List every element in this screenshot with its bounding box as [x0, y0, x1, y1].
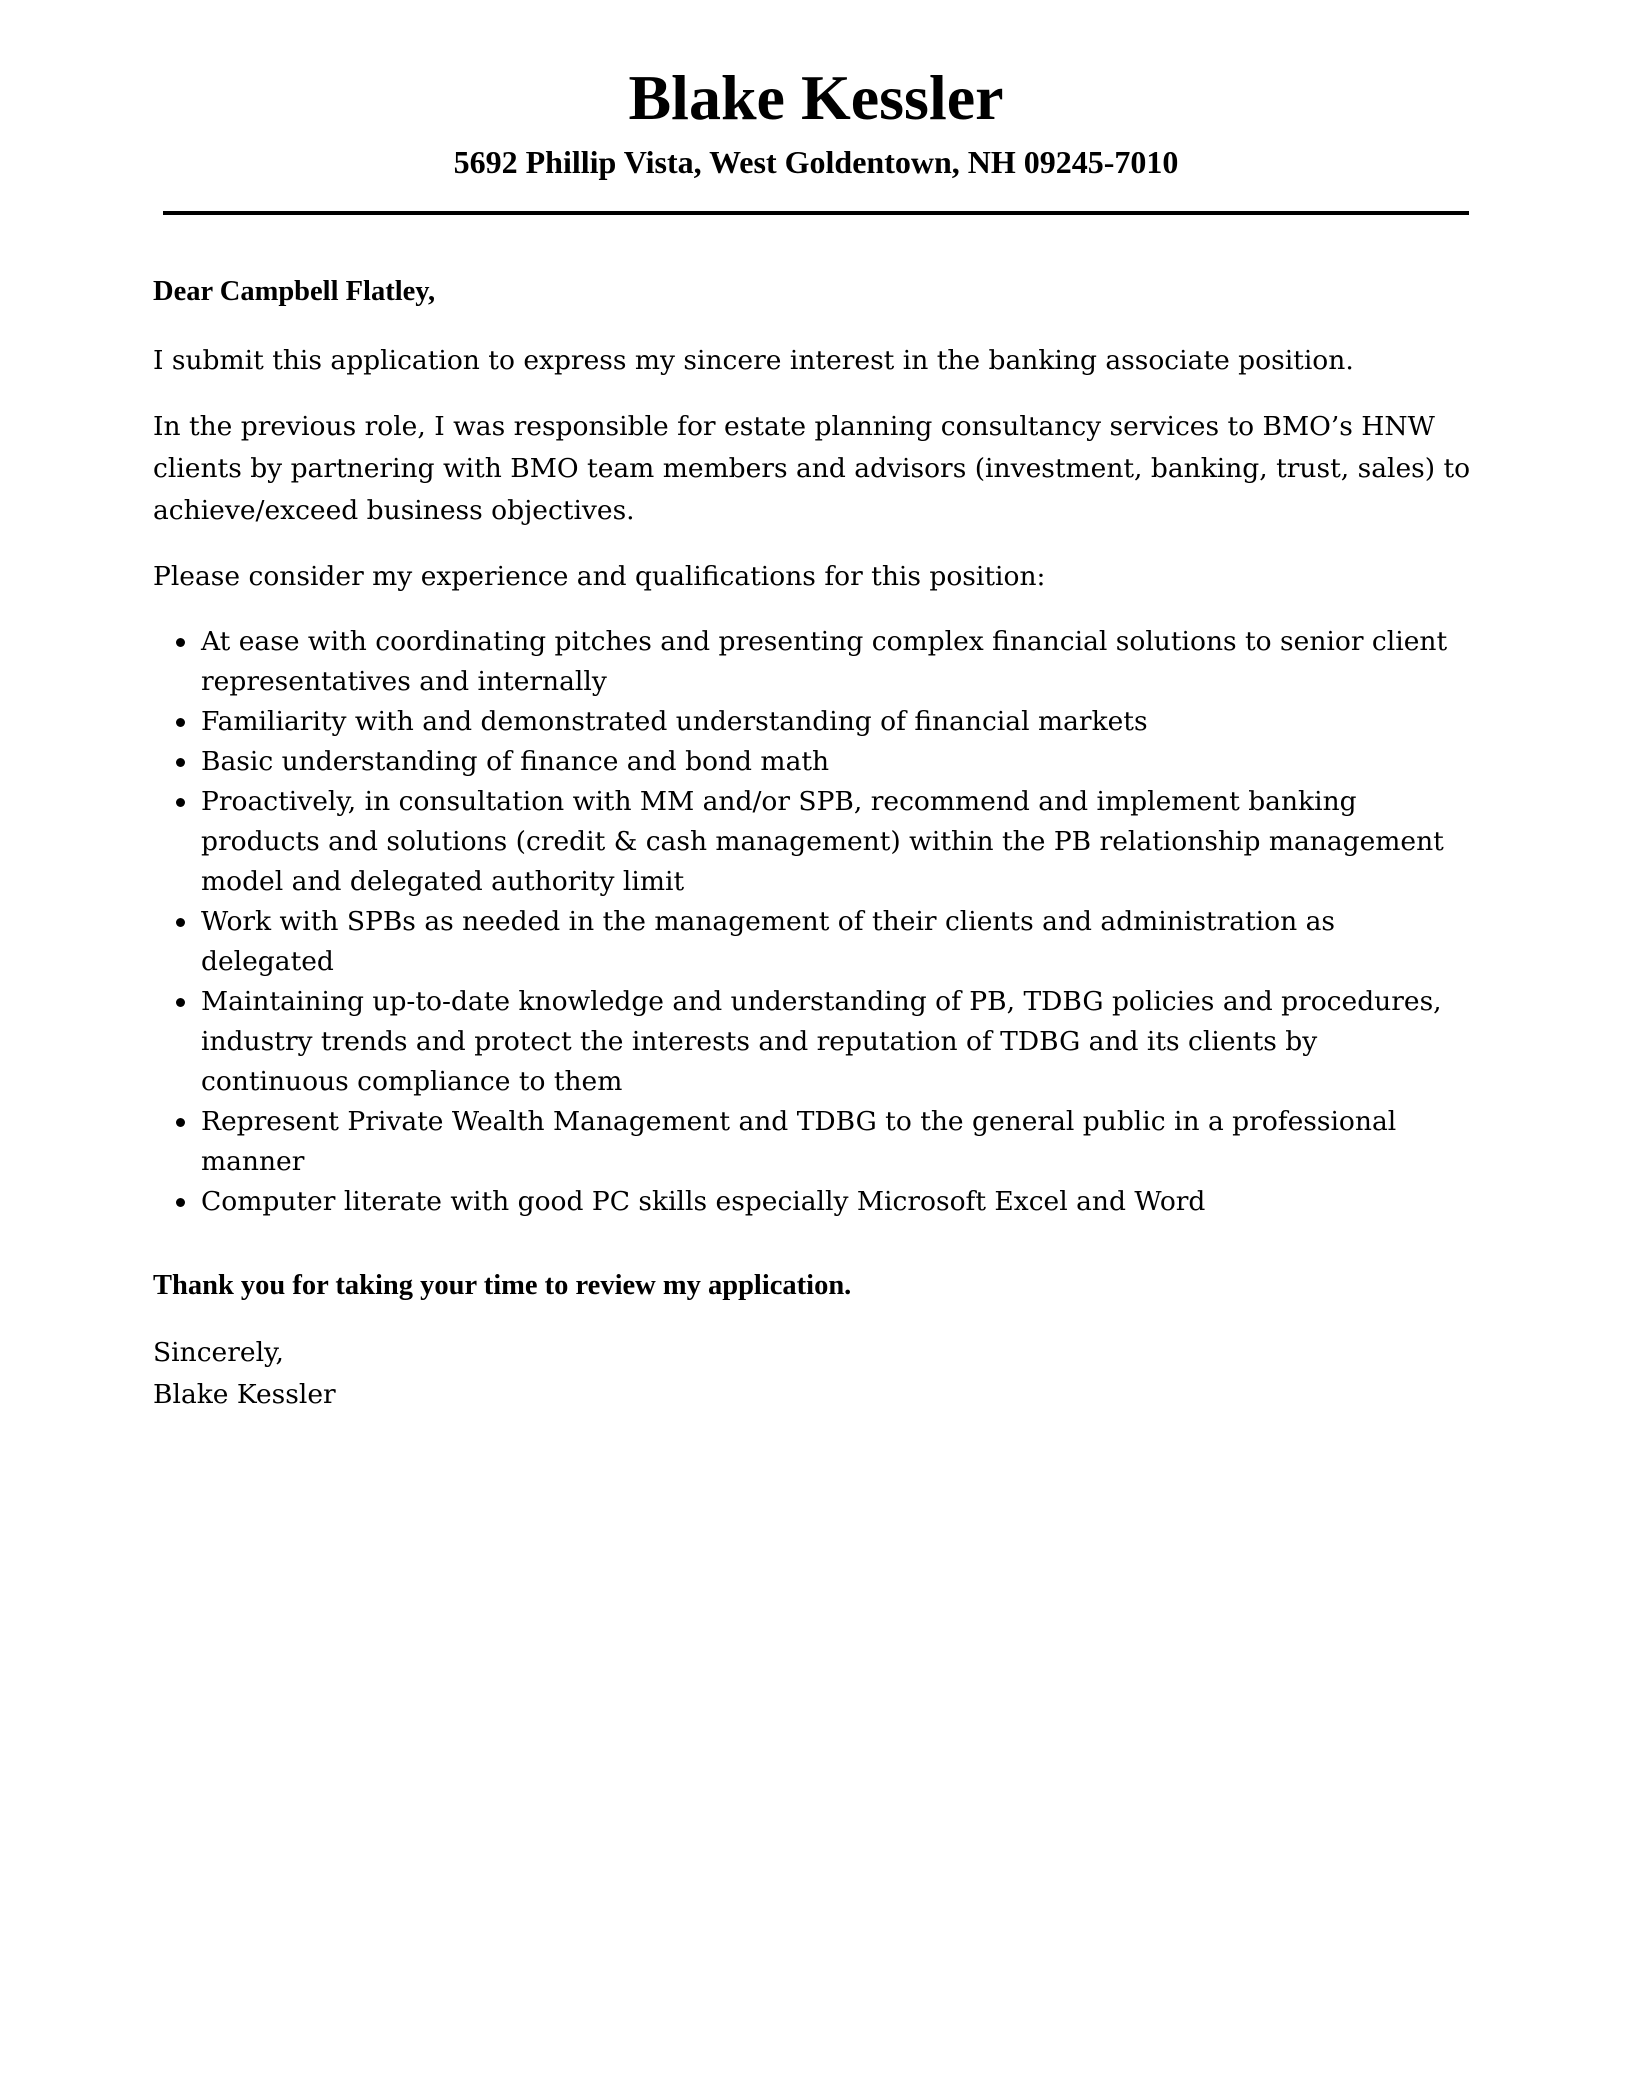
experience-paragraph: In the previous role, I was responsible for estate planning consultancy services to BMO’s HNW clients by partnering with BMO team members and advisors (investment, banking, trust, sales) to achieve/exceed business objectives. [153, 411, 1471, 526]
closing: Sincerely, [153, 1337, 284, 1368]
list-item-text: Maintaining up-to-date knowledge and understanding of PB, TDBG policies and procedures, industry trends and protect the interests and reputation of TDBG and its clients by continuous compliance to them [201, 986, 1442, 1097]
list-item-text: Computer literate with good PC skills especially Microsoft Excel and Word [201, 1186, 1206, 1217]
list-item-text: Familiarity with and demonstrated understanding of financial markets [201, 706, 1148, 737]
bullet-icon [176, 638, 185, 647]
salutation: Dear Campbell Flatley, [153, 276, 436, 307]
letter-body [153, 272, 1473, 1416]
bullet-icon [176, 998, 185, 1007]
intro-paragraph: I submit this application to express my sincere interest in the banking associate position. [153, 345, 1354, 376]
list-item-text: Represent Private Wealth Management and TDBG to the general public in a professional manner [201, 1106, 1397, 1177]
applicant-address: 5692 Phillip Vista, West Goldentown, NH 09245-7010 [453, 144, 1179, 180]
letter-header [163, 58, 1469, 180]
list-item [153, 622, 1473, 702]
list-item [153, 702, 1473, 742]
list-item [153, 742, 1473, 782]
list-item [153, 782, 1473, 902]
list-item-text: Basic understanding of finance and bond math [201, 746, 830, 777]
qualifications-list [153, 622, 1473, 1222]
bullet-icon [176, 718, 185, 727]
list-item [153, 1182, 1473, 1222]
list-item-text: Work with SPBs as needed in the management of their clients and administration as delegated [201, 906, 1336, 977]
bullet-icon [176, 1118, 185, 1127]
applicant-name: Blake Kessler [628, 62, 1004, 133]
list-item-text: Proactively, in consultation with MM and/or SPB, recommend and implement banking products and solutions (credit & cash management) within the PB relationship management model and delegated authority limit [201, 786, 1444, 897]
list-item [153, 1102, 1473, 1182]
bullet-icon [176, 798, 185, 807]
qualifications-lead: Please consider my experience and qualifications for this position: [153, 561, 1046, 592]
bullet-icon [176, 1198, 185, 1207]
bullet-icon [176, 918, 185, 927]
list-item [153, 982, 1473, 1102]
thank-you-line: Thank you for taking your time to review my application. [153, 1270, 852, 1301]
list-item [153, 902, 1473, 982]
header-divider [163, 211, 1469, 215]
list-item-text: At ease with coordinating pitches and presenting complex financial solutions to senior client representatives and internally [201, 626, 1448, 697]
bullet-icon [176, 758, 185, 767]
signature: Blake Kessler [153, 1379, 336, 1410]
